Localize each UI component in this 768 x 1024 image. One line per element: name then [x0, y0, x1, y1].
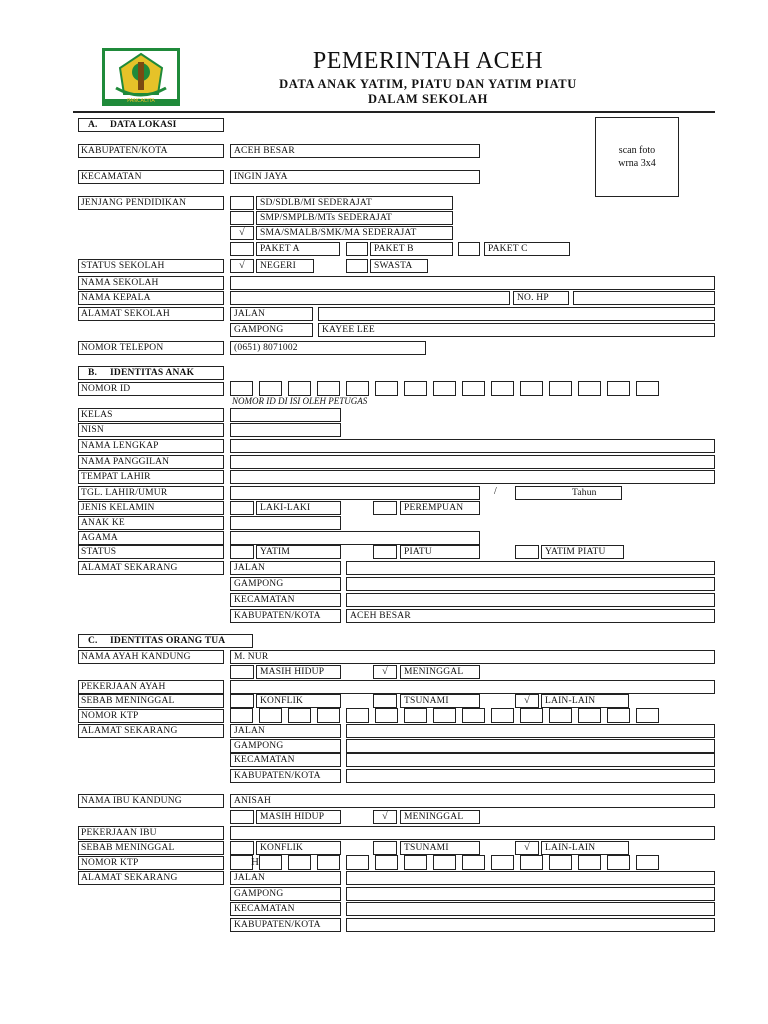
option-perempuan: PEREMPUAN: [400, 501, 480, 515]
id-digit-cell[interactable]: [259, 381, 282, 396]
label-anak-ke: ANAK KE: [78, 516, 224, 530]
ktp-ibu-cells: [230, 855, 682, 871]
label-nomor-ktp-ibu: NOMOR KTP: [78, 856, 224, 870]
label-sebab-meninggal-ayah: SEBAB MENINGGAL: [78, 694, 224, 708]
label-kabupaten-ayah: KABUPATEN/KOTA: [230, 769, 341, 783]
checkbox-smp[interactable]: [230, 211, 254, 225]
jalan-sekolah-field[interactable]: [318, 307, 715, 321]
ktp-digit-cell[interactable]: [607, 855, 630, 870]
label-nama-lengkap: NAMA LENGKAP: [78, 439, 224, 453]
label-alamat-anak: ALAMAT SEKARANG: [78, 561, 224, 575]
ktp-digit-cell[interactable]: [462, 855, 485, 870]
section-b-prefix: B.: [88, 368, 98, 378]
label-tempat-lahir: TEMPAT LAHIR: [78, 470, 224, 484]
ktp-ibu-mark: H: [251, 856, 259, 868]
nama-ibu-field[interactable]: ANISAH: [230, 794, 715, 808]
ktp-digit-cell[interactable]: [607, 708, 630, 723]
option-paket-a: PAKET A: [256, 242, 340, 256]
ktp-digit-cell[interactable]: [317, 855, 340, 870]
option-swasta: SWASTA: [370, 259, 428, 273]
anak-ke-field[interactable]: [230, 516, 341, 530]
ktp-digit-cell[interactable]: [462, 708, 485, 723]
tgl-lahir-field[interactable]: [230, 486, 480, 500]
kabupaten-ibu-field[interactable]: [346, 918, 715, 932]
label-no-hp: NO. HP: [513, 291, 569, 305]
nomor-id-note: NOMOR ID DI ISI OLEH PETUGAS: [232, 396, 368, 406]
label-gampong-anak: GAMPONG: [230, 577, 341, 591]
option-ayah-meninggal: MENINGGAL: [400, 665, 480, 679]
section-a-header: [78, 118, 224, 132]
gampong-sekolah-field[interactable]: KAYEE LEE: [318, 323, 715, 337]
ktp-digit-cell[interactable]: [288, 855, 311, 870]
tempat-lahir-field[interactable]: [230, 470, 715, 484]
nama-kepala-field[interactable]: [230, 291, 510, 305]
jalan-ayah-field[interactable]: [346, 724, 715, 738]
label-kecamatan-anak: KECAMATAN: [230, 593, 341, 607]
label-jalan-ayah: JALAN: [230, 724, 341, 738]
label-nama-panggilan: NAMA PANGGILAN: [78, 455, 224, 469]
kecamatan-field[interactable]: INGIN JAYA: [230, 170, 480, 184]
label-gampong-sekolah: GAMPONG: [230, 323, 313, 337]
id-digit-cell[interactable]: [288, 381, 311, 396]
label-pekerjaan-ibu: PEKERJAAN IBU: [78, 826, 224, 840]
jalan-anak-field[interactable]: [346, 561, 715, 575]
telepon-field[interactable]: (0651) 8071002: [230, 341, 426, 355]
ktp-digit-cell[interactable]: [549, 708, 572, 723]
option-laki-laki: LAKI-LAKI: [256, 501, 341, 515]
option-ayah-lain-lain: LAIN-LAIN: [541, 694, 629, 708]
label-nomor-ktp-ayah: NOMOR KTP: [78, 709, 224, 723]
page-subtitle-line1: DATA ANAK YATIM, PIATU DAN YATIM PIATU: [279, 77, 577, 91]
label-kelas: KELAS: [78, 408, 224, 422]
label-kabupaten-ibu: KABUPATEN/KOTA: [230, 918, 341, 932]
id-digit-cell[interactable]: [346, 381, 369, 396]
jalan-ibu-field[interactable]: [346, 871, 715, 885]
checkbox-perempuan[interactable]: [373, 501, 397, 515]
header-divider: [73, 111, 715, 113]
ktp-digit-cell[interactable]: [578, 708, 601, 723]
no-hp-field[interactable]: [573, 291, 715, 305]
nomor-id-cells: [230, 381, 682, 397]
id-digit-cell[interactable]: [230, 381, 253, 396]
label-nisn: NISN: [78, 423, 224, 437]
option-ayah-tsunami: TSUNAMI: [400, 694, 480, 708]
id-digit-cell[interactable]: [462, 381, 485, 396]
label-alamat-ibu: ALAMAT SEKARANG: [78, 871, 224, 885]
id-digit-cell[interactable]: [317, 381, 340, 396]
ktp-digit-cell[interactable]: [520, 855, 543, 870]
ktp-digit-cell[interactable]: [230, 708, 253, 723]
kecamatan-anak-field[interactable]: [346, 593, 715, 607]
ktp-digit-cell[interactable]: [549, 855, 572, 870]
umur-field[interactable]: [515, 486, 622, 500]
option-sd: SD/SDLB/MI SEDERAJAT: [256, 196, 453, 210]
label-nomor-telepon: NOMOR TELEPON: [78, 341, 224, 355]
label-nomor-id: NOMOR ID: [78, 382, 224, 396]
checkbox-swasta[interactable]: [346, 259, 368, 273]
checkbox-ibu-konflik[interactable]: [230, 841, 254, 855]
checkbox-ibu-lain-lain[interactable]: √: [515, 841, 539, 855]
label-tgl-lahir: TGL. LAHIR/UMUR: [78, 486, 224, 500]
ktp-digit-cell[interactable]: [520, 708, 543, 723]
ktp-digit-cell[interactable]: [346, 708, 369, 723]
page-title: PEMERINTAH ACEH: [312, 48, 544, 74]
label-jenis-kelamin: JENIS KELAMIN: [78, 501, 224, 515]
kecamatan-ayah-field[interactable]: [346, 753, 715, 767]
option-ibu-masih-hidup: MASIH HIDUP: [256, 810, 341, 824]
id-digit-cell[interactable]: [578, 381, 601, 396]
id-digit-cell[interactable]: [636, 381, 659, 396]
checkbox-ibu-tsunami[interactable]: [373, 841, 397, 855]
label-kecamatan: KECAMATAN: [78, 170, 224, 184]
nama-lengkap-field[interactable]: [230, 439, 715, 453]
section-c-prefix: C.: [88, 636, 98, 646]
checkbox-piatu[interactable]: [373, 545, 397, 559]
ktp-digit-cell[interactable]: [433, 855, 456, 870]
nama-sekolah-field[interactable]: [230, 276, 715, 290]
label-tahun: Tahun: [572, 488, 597, 498]
label-pekerjaan-ayah: PEKERJAAN AYAH: [78, 680, 224, 694]
logo-caption: PANCACITA: [127, 98, 155, 104]
pekerjaan-ayah-field[interactable]: [230, 680, 715, 694]
checkbox-ayah-konflik[interactable]: [230, 694, 254, 708]
gampong-ibu-field[interactable]: [346, 887, 715, 901]
id-digit-cell[interactable]: [607, 381, 630, 396]
ktp-digit-cell[interactable]: [375, 855, 398, 870]
nama-panggilan-field[interactable]: [230, 455, 715, 469]
checkbox-ayah-meninggal[interactable]: √: [373, 665, 397, 679]
label-kabupaten-anak: KABUPATEN/KOTA: [230, 609, 341, 623]
label-jalan-anak: JALAN: [230, 561, 341, 575]
photo-caption-line1: scan foto: [618, 145, 656, 156]
label-sebab-meninggal-ibu: SEBAB MENINGGAL: [78, 841, 224, 855]
option-ibu-lain-lain: LAIN-LAIN: [541, 841, 629, 855]
id-digit-cell[interactable]: [404, 381, 427, 396]
label-gampong-ayah: GAMPONG: [230, 739, 341, 753]
section-c-title: IDENTITAS ORANG TUA: [110, 636, 226, 646]
checkbox-paket-a[interactable]: [230, 242, 254, 256]
checkbox-yatim-piatu[interactable]: [515, 545, 539, 559]
checkbox-yatim[interactable]: [230, 545, 254, 559]
option-yatim-piatu: YATIM PIATU: [541, 545, 624, 559]
ktp-digit-cell[interactable]: [578, 855, 601, 870]
option-negeri: NEGERI: [256, 259, 314, 273]
checkbox-ayah-masih-hidup[interactable]: [230, 665, 254, 679]
option-ibu-tsunami: TSUNAMI: [400, 841, 480, 855]
checkbox-ibu-meninggal[interactable]: √: [373, 810, 397, 824]
label-agama: AGAMA: [78, 531, 224, 545]
id-digit-cell[interactable]: [433, 381, 456, 396]
option-yatim: YATIM: [256, 545, 341, 559]
option-paket-c: PAKET C: [484, 242, 570, 256]
id-digit-cell[interactable]: [549, 381, 572, 396]
section-b-header: [78, 366, 224, 380]
agama-field[interactable]: [230, 531, 480, 545]
page-subtitle-line2: DALAM SEKOLAH: [368, 92, 488, 106]
kabupaten-anak-field[interactable]: ACEH BESAR: [346, 609, 715, 623]
checkbox-sma[interactable]: √: [230, 226, 254, 240]
checkbox-negeri[interactable]: √: [230, 259, 254, 273]
ktp-digit-cell[interactable]: [288, 708, 311, 723]
label-status: STATUS: [78, 545, 224, 559]
checkbox-paket-b[interactable]: [346, 242, 368, 256]
label-nama-kepala: NAMA KEPALA: [78, 291, 224, 305]
ktp-ayah-cells: [230, 708, 682, 724]
kabupaten-ayah-field[interactable]: [346, 769, 715, 783]
section-b-title: IDENTITAS ANAK: [110, 368, 195, 378]
pekerjaan-ibu-field[interactable]: [230, 826, 715, 840]
gampong-ayah-field[interactable]: [346, 739, 715, 753]
kelas-field[interactable]: [230, 408, 341, 422]
section-a-title: DATA LOKASI: [110, 120, 177, 130]
label-alamat-sekolah: ALAMAT SEKOLAH: [78, 307, 224, 321]
option-ibu-konflik: KONFLIK: [256, 841, 341, 855]
aceh-emblem-logo: [102, 48, 180, 106]
gampong-anak-field[interactable]: [346, 577, 715, 591]
label-kabupaten-kota: KABUPATEN/KOTA: [78, 144, 224, 158]
id-digit-cell[interactable]: [491, 381, 514, 396]
label-nama-ibu: NAMA IBU KANDUNG: [78, 794, 224, 808]
ktp-digit-cell[interactable]: [404, 855, 427, 870]
photo-caption-line2: wrna 3x4: [618, 158, 656, 169]
option-ayah-konflik: KONFLIK: [256, 694, 341, 708]
label-jenjang-pendidikan: JENJANG PENDIDIKAN: [78, 196, 224, 210]
photo-box[interactable]: [595, 117, 679, 197]
label-jalan-sekolah: JALAN: [230, 307, 313, 321]
ktp-digit-cell[interactable]: [404, 708, 427, 723]
ktp-digit-cell[interactable]: [259, 708, 282, 723]
checkbox-ayah-lain-lain[interactable]: √: [515, 694, 539, 708]
option-ayah-masih-hidup: MASIH HIDUP: [256, 665, 341, 679]
option-piatu: PIATU: [400, 545, 480, 559]
label-kecamatan-ayah: KECAMATAN: [230, 753, 341, 767]
label-status-sekolah: STATUS SEKOLAH: [78, 259, 224, 273]
checkbox-paket-c[interactable]: [458, 242, 480, 256]
ktp-digit-cell[interactable]: [375, 708, 398, 723]
ktp-digit-cell[interactable]: [317, 708, 340, 723]
ktp-digit-cell[interactable]: [491, 708, 514, 723]
kabupaten-field[interactable]: ACEH BESAR: [230, 144, 480, 158]
ktp-digit-cell[interactable]: [636, 708, 659, 723]
kecamatan-ibu-field[interactable]: [346, 902, 715, 916]
ktp-digit-cell[interactable]: [259, 855, 282, 870]
id-digit-cell[interactable]: [375, 381, 398, 396]
section-a-prefix: A.: [88, 120, 98, 130]
option-paket-b: PAKET B: [370, 242, 453, 256]
tgl-umur-separator: /: [494, 486, 497, 497]
ktp-digit-cell[interactable]: [346, 855, 369, 870]
ktp-digit-cell[interactable]: [230, 855, 253, 870]
checkbox-ibu-masih-hidup[interactable]: [230, 810, 254, 824]
label-gampong-ibu: GAMPONG: [230, 887, 341, 901]
option-ibu-meninggal: MENINGGAL: [400, 810, 480, 824]
option-smp: SMP/SMPLB/MTs SEDERAJAT: [256, 211, 453, 225]
ktp-digit-cell[interactable]: [636, 855, 659, 870]
checkbox-ayah-tsunami[interactable]: [373, 694, 397, 708]
checkbox-laki-laki[interactable]: [230, 501, 254, 515]
nisn-field[interactable]: [230, 423, 341, 437]
nama-ayah-field[interactable]: M. NUR: [230, 650, 715, 664]
label-jalan-ibu: JALAN: [230, 871, 341, 885]
checkbox-sd[interactable]: [230, 196, 254, 210]
id-digit-cell[interactable]: [520, 381, 543, 396]
ktp-digit-cell[interactable]: [433, 708, 456, 723]
label-kecamatan-ibu: KECAMATAN: [230, 902, 341, 916]
option-sma: SMA/SMALB/SMK/MA SEDERAJAT: [256, 226, 453, 240]
label-alamat-ayah: ALAMAT SEKARANG: [78, 724, 224, 738]
label-nama-ayah: NAMA AYAH KANDUNG: [78, 650, 224, 664]
label-nama-sekolah: NAMA SEKOLAH: [78, 276, 224, 290]
section-c-header: [78, 634, 253, 648]
ktp-digit-cell[interactable]: [491, 855, 514, 870]
